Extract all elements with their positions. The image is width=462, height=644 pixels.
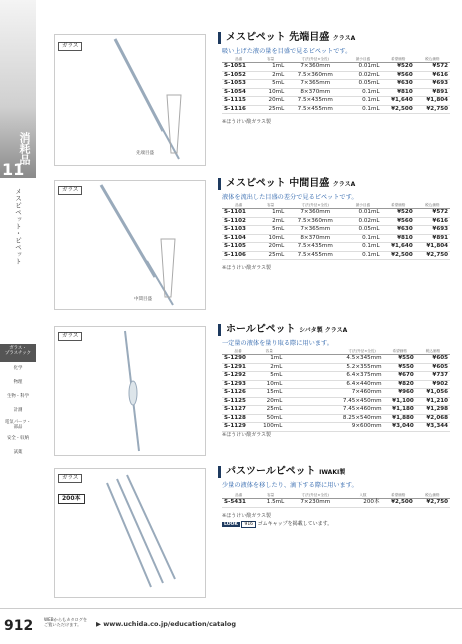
table-cell: 10mL bbox=[255, 88, 286, 97]
table-cell: ¥902 bbox=[416, 380, 450, 389]
table-cell: ¥1,180 bbox=[384, 406, 416, 415]
product-code: S-1125 bbox=[222, 397, 254, 406]
table-row bbox=[222, 251, 450, 260]
table-cell: ¥605 bbox=[416, 363, 450, 372]
table-cell: ¥3,344 bbox=[416, 423, 450, 432]
table-cell: 0.01mL bbox=[344, 63, 381, 72]
quantity-badge: 200本 bbox=[58, 494, 85, 504]
column-header: 品番 bbox=[222, 348, 254, 355]
table-cell bbox=[284, 414, 340, 423]
image-caption-middle: 中間目盛 bbox=[134, 297, 152, 302]
product-code: S-1103 bbox=[222, 226, 255, 235]
table-cell: ¥605 bbox=[416, 355, 450, 364]
table-row bbox=[222, 243, 450, 252]
table-cell: ¥3,040 bbox=[384, 423, 416, 432]
pipette-illustration bbox=[55, 469, 205, 597]
table-row bbox=[222, 226, 450, 235]
section-title: ホールピペット シバタ製 クラスA bbox=[218, 324, 347, 336]
spec-table bbox=[222, 202, 450, 260]
product-code: S-1290 bbox=[222, 355, 254, 364]
table-cell bbox=[284, 355, 340, 364]
side-rail bbox=[0, 0, 36, 600]
table-cell: 7.5×455mm bbox=[286, 251, 344, 260]
table-cell: 8.25×540mm bbox=[341, 414, 384, 423]
product-image-graduated-middle bbox=[54, 180, 206, 310]
column-header: 希望価格 bbox=[384, 348, 416, 355]
table-row bbox=[222, 355, 450, 364]
section-subtitle: 一定量の液体を量り取る際に用います。 bbox=[222, 340, 333, 347]
product-image-graduated-tip bbox=[54, 34, 206, 166]
table-row bbox=[222, 105, 450, 114]
table-cell: ¥2,750 bbox=[415, 105, 450, 114]
table-cell: ¥1,056 bbox=[416, 389, 450, 398]
table-cell: ¥1,640 bbox=[382, 243, 415, 252]
table-cell: ¥1,100 bbox=[384, 397, 416, 406]
table-cell: 0.02mL bbox=[344, 71, 381, 80]
table-cell bbox=[284, 397, 340, 406]
table-cell: 0.1mL bbox=[344, 234, 381, 243]
table-cell: 7×230mm bbox=[286, 499, 344, 508]
table-cell: ¥810 bbox=[382, 88, 415, 97]
table-cell: ¥2,500 bbox=[382, 499, 415, 508]
table-cell: ¥1,640 bbox=[382, 97, 415, 106]
column-header: 品番 bbox=[222, 56, 255, 63]
table-cell: 0.1mL bbox=[344, 105, 381, 114]
table-cell: ¥693 bbox=[415, 80, 450, 89]
column-header: 希望価格 bbox=[382, 56, 415, 63]
table-row bbox=[222, 380, 450, 389]
table-cell: ¥560 bbox=[382, 71, 415, 80]
nav-item-chemistry[interactable]: 化学 bbox=[13, 366, 23, 371]
column-header: 最小目盛 bbox=[344, 56, 381, 63]
product-code: S-1051 bbox=[222, 63, 255, 72]
chapter-number: 11 bbox=[2, 160, 25, 179]
page-number: 912 bbox=[4, 618, 34, 634]
table-cell: 7.5×360mm bbox=[286, 71, 344, 80]
table-row bbox=[222, 406, 450, 415]
table-cell: ¥1,880 bbox=[384, 414, 416, 423]
table-cell: 0.05mL bbox=[344, 226, 381, 235]
section-title: パスツールピペット IWAKI製 bbox=[218, 466, 345, 478]
table-cell: 7.5×435mm bbox=[286, 243, 344, 252]
table-row bbox=[222, 80, 450, 89]
table-cell: 0.01mL bbox=[344, 209, 381, 218]
table-cell: 25mL bbox=[255, 105, 286, 114]
footer-url-link[interactable]: ▶ www.uchida.co.jp/education/catalog bbox=[96, 620, 237, 628]
table-cell bbox=[284, 406, 340, 415]
table-cell: 5mL bbox=[254, 372, 284, 381]
table-cell: 20mL bbox=[255, 97, 286, 106]
table-cell: 1.5mL bbox=[255, 499, 286, 508]
table-cell: 7.45×460mm bbox=[341, 406, 384, 415]
pipette-illustration bbox=[55, 327, 205, 455]
table-cell: 25mL bbox=[254, 406, 284, 415]
table-row bbox=[222, 88, 450, 97]
table-row bbox=[222, 71, 450, 80]
table-cell: 6.4×375mm bbox=[341, 372, 384, 381]
table-cell: ¥572 bbox=[415, 209, 450, 218]
table-row bbox=[222, 234, 450, 243]
product-code: S-1105 bbox=[222, 243, 255, 252]
table-cell: ¥1,804 bbox=[415, 97, 450, 106]
table-cell: 0.1mL bbox=[344, 251, 381, 260]
image-caption-tip: 先端目盛 bbox=[136, 151, 154, 156]
table-cell: 0.02mL bbox=[344, 217, 381, 226]
column-header: 最小目盛 bbox=[344, 202, 381, 209]
product-image-pasteur bbox=[54, 468, 206, 598]
table-cell: ¥630 bbox=[382, 80, 415, 89]
table-cell: 8×370mm bbox=[286, 88, 344, 97]
section-title: メスピペット 中間目盛 クラスA bbox=[218, 178, 355, 190]
column-header: 税込価格 bbox=[415, 492, 450, 499]
column-header: 希望価格 bbox=[382, 492, 415, 499]
product-code: S-1052 bbox=[222, 71, 255, 80]
table-cell: ¥520 bbox=[382, 63, 415, 72]
table-cell: 20mL bbox=[254, 397, 284, 406]
nav-item-safety[interactable]: 安全・収納 bbox=[7, 436, 29, 441]
table-row bbox=[222, 389, 450, 398]
table-cell: 2mL bbox=[255, 217, 286, 226]
column-header: 容量 bbox=[255, 202, 286, 209]
pipette-illustration bbox=[55, 35, 205, 165]
table-cell: ¥2,750 bbox=[415, 251, 450, 260]
table-cell: 1mL bbox=[254, 355, 284, 364]
footer-web-note: WEBからもカタログを ご覧いただけます。 bbox=[44, 617, 88, 627]
nav-item-electrical[interactable]: 電気パーツ・ 部品 bbox=[4, 420, 32, 430]
chapter-vertical-label: メスピペット・ピペット bbox=[14, 188, 22, 265]
table-cell: ¥572 bbox=[415, 63, 450, 72]
table-row bbox=[222, 217, 450, 226]
table-cell: ¥560 bbox=[382, 217, 415, 226]
product-code: S-1104 bbox=[222, 234, 255, 243]
table-cell: ¥960 bbox=[384, 389, 416, 398]
table-cell: ¥1,210 bbox=[416, 397, 450, 406]
product-code: S-5431 bbox=[222, 499, 255, 508]
table-cell: ¥2,068 bbox=[416, 414, 450, 423]
product-code: S-1116 bbox=[222, 105, 255, 114]
look-text: ゴムキャップを掲載しています。 bbox=[257, 521, 333, 527]
table-cell: 7.5×360mm bbox=[286, 217, 344, 226]
column-header: 希望価格 bbox=[382, 202, 415, 209]
table-cell: ¥616 bbox=[415, 71, 450, 80]
table-cell: 50mL bbox=[254, 414, 284, 423]
table-row bbox=[222, 363, 450, 372]
table-cell: ¥810 bbox=[382, 234, 415, 243]
table-cell: ¥2,500 bbox=[382, 105, 415, 114]
chapter-kanji: 消耗品 bbox=[18, 132, 31, 165]
table-cell bbox=[284, 372, 340, 381]
table-row bbox=[222, 372, 450, 381]
table-cell: 9×600mm bbox=[341, 423, 384, 432]
look-reference[interactable] bbox=[222, 520, 332, 527]
table-cell: ¥520 bbox=[382, 209, 415, 218]
column-header: 寸法(外径×全長) bbox=[341, 348, 384, 355]
table-row bbox=[222, 423, 450, 432]
product-code: S-1106 bbox=[222, 251, 255, 260]
table-row bbox=[222, 97, 450, 106]
product-code: S-1053 bbox=[222, 80, 255, 89]
table-cell: ¥693 bbox=[415, 226, 450, 235]
column-header: 容量 bbox=[254, 348, 284, 355]
nav-item-measurement[interactable]: 計測 bbox=[13, 408, 23, 413]
table-cell: ¥616 bbox=[415, 217, 450, 226]
table-row bbox=[222, 209, 450, 218]
table-cell: ¥737 bbox=[416, 372, 450, 381]
column-header: 税込価格 bbox=[415, 56, 450, 63]
nav-item-biology[interactable]: 生物・科学 bbox=[7, 394, 29, 399]
table-cell: 7.5×435mm bbox=[286, 97, 344, 106]
column-header: 税込価格 bbox=[416, 348, 450, 355]
column-header: 容量 bbox=[255, 492, 286, 499]
footer-divider bbox=[0, 608, 462, 609]
product-code: S-1293 bbox=[222, 380, 254, 389]
table-cell bbox=[284, 389, 340, 398]
table-cell: 6.4×440mm bbox=[341, 380, 384, 389]
table-cell: 7×460mm bbox=[341, 389, 384, 398]
table-cell: 1mL bbox=[255, 63, 286, 72]
table-cell: ¥891 bbox=[415, 88, 450, 97]
product-code: S-1101 bbox=[222, 209, 255, 218]
table-cell: 7×365mm bbox=[286, 226, 344, 235]
table-cell: ¥2,500 bbox=[382, 251, 415, 260]
look-label: LOOK bbox=[224, 522, 238, 527]
table-cell: 100mL bbox=[254, 423, 284, 432]
nav-item-glass-plastic[interactable]: ガラス・ プラスチック bbox=[0, 344, 36, 362]
table-row bbox=[222, 63, 450, 72]
nav-item-reagents[interactable]: 試薬 bbox=[13, 450, 23, 455]
table-cell: 2mL bbox=[254, 363, 284, 372]
material-note: ※ほうけい酸ガラス製 bbox=[222, 119, 272, 125]
category-tag: ガラス bbox=[58, 332, 82, 341]
spec-table bbox=[222, 348, 450, 432]
column-header: 寸法(外径×全長) bbox=[286, 492, 344, 499]
table-cell: 7.5×455mm bbox=[286, 105, 344, 114]
table-cell: 7.45×450mm bbox=[341, 397, 384, 406]
table-cell: ¥891 bbox=[415, 234, 450, 243]
section-subtitle: 少量の液体を移したり、滴下する際に用います。 bbox=[222, 482, 358, 489]
column-header: 寸法(外径×全長) bbox=[286, 56, 344, 63]
column-header: 寸法(外径×全長) bbox=[286, 202, 344, 209]
column-header: 品番 bbox=[222, 202, 255, 209]
nav-item-physics[interactable]: 物理 bbox=[13, 380, 23, 385]
product-image-volumetric bbox=[54, 326, 206, 456]
section-title: メスピペット 先端目盛 クラスA bbox=[218, 32, 355, 44]
spec-table bbox=[222, 492, 450, 508]
table-cell: 200本 bbox=[344, 499, 381, 508]
category-tag: ガラス bbox=[58, 474, 82, 483]
product-code: S-1128 bbox=[222, 414, 254, 423]
table-cell: ¥550 bbox=[384, 355, 416, 364]
category-tag: ガラス bbox=[58, 186, 82, 195]
table-cell: ¥550 bbox=[384, 363, 416, 372]
table-cell bbox=[284, 363, 340, 372]
table-cell: ¥820 bbox=[384, 380, 416, 389]
table-cell: 5mL bbox=[255, 80, 286, 89]
product-code: S-1102 bbox=[222, 217, 255, 226]
material-note: ※ほうけい酸ガラス製 bbox=[222, 513, 272, 519]
table-cell: 2mL bbox=[255, 71, 286, 80]
section-subtitle: 吸い上げた液の量を目盛で見るピペットです。 bbox=[222, 48, 352, 55]
table-cell: 0.1mL bbox=[344, 243, 381, 252]
table-cell: 0.1mL bbox=[344, 88, 381, 97]
table-cell bbox=[284, 423, 340, 432]
section-subtitle: 液体を流出した目盛の差分で見るピペットです。 bbox=[222, 194, 358, 201]
category-tag: ガラス bbox=[58, 42, 82, 51]
table-cell: 0.1mL bbox=[344, 97, 381, 106]
column-header: 品番 bbox=[222, 492, 255, 499]
table-cell: ¥1,298 bbox=[416, 406, 450, 415]
table-cell: 25mL bbox=[255, 251, 286, 260]
product-code: S-1115 bbox=[222, 97, 255, 106]
table-cell: 0.05mL bbox=[344, 80, 381, 89]
column-header: 入数 bbox=[344, 492, 381, 499]
pipette-illustration bbox=[55, 181, 205, 309]
table-row bbox=[222, 414, 450, 423]
table-cell: ¥2,750 bbox=[415, 499, 450, 508]
product-code: S-1054 bbox=[222, 88, 255, 97]
product-code: S-1126 bbox=[222, 389, 254, 398]
material-note: ※ほうけい酸ガラス製 bbox=[222, 265, 272, 271]
product-code: S-1291 bbox=[222, 363, 254, 372]
look-page[interactable]: 916 bbox=[241, 521, 256, 528]
table-cell: 5mL bbox=[255, 226, 286, 235]
material-note: ※ほうけい酸ガラス製 bbox=[222, 432, 272, 438]
table-cell: 7×360mm bbox=[286, 209, 344, 218]
table-cell: ¥670 bbox=[384, 372, 416, 381]
product-code: S-1292 bbox=[222, 372, 254, 381]
table-cell: 7×360mm bbox=[286, 63, 344, 72]
table-cell: 5.2×355mm bbox=[341, 363, 384, 372]
product-code: S-1127 bbox=[222, 406, 254, 415]
column-header: 容量 bbox=[255, 56, 286, 63]
table-cell: 8×370mm bbox=[286, 234, 344, 243]
product-code: S-1129 bbox=[222, 423, 254, 432]
table-cell: 7×365mm bbox=[286, 80, 344, 89]
table-row bbox=[222, 397, 450, 406]
column-header: 税込価格 bbox=[415, 202, 450, 209]
spec-table bbox=[222, 56, 450, 114]
table-cell: 10mL bbox=[255, 234, 286, 243]
table-cell: 10mL bbox=[254, 380, 284, 389]
table-cell: 20mL bbox=[255, 243, 286, 252]
table-cell bbox=[284, 380, 340, 389]
table-cell: 1mL bbox=[255, 209, 286, 218]
table-cell: 15mL bbox=[254, 389, 284, 398]
table-row bbox=[222, 499, 450, 508]
table-cell: ¥630 bbox=[382, 226, 415, 235]
table-cell: ¥1,804 bbox=[415, 243, 450, 252]
table-cell: 4.5×345mm bbox=[341, 355, 384, 364]
